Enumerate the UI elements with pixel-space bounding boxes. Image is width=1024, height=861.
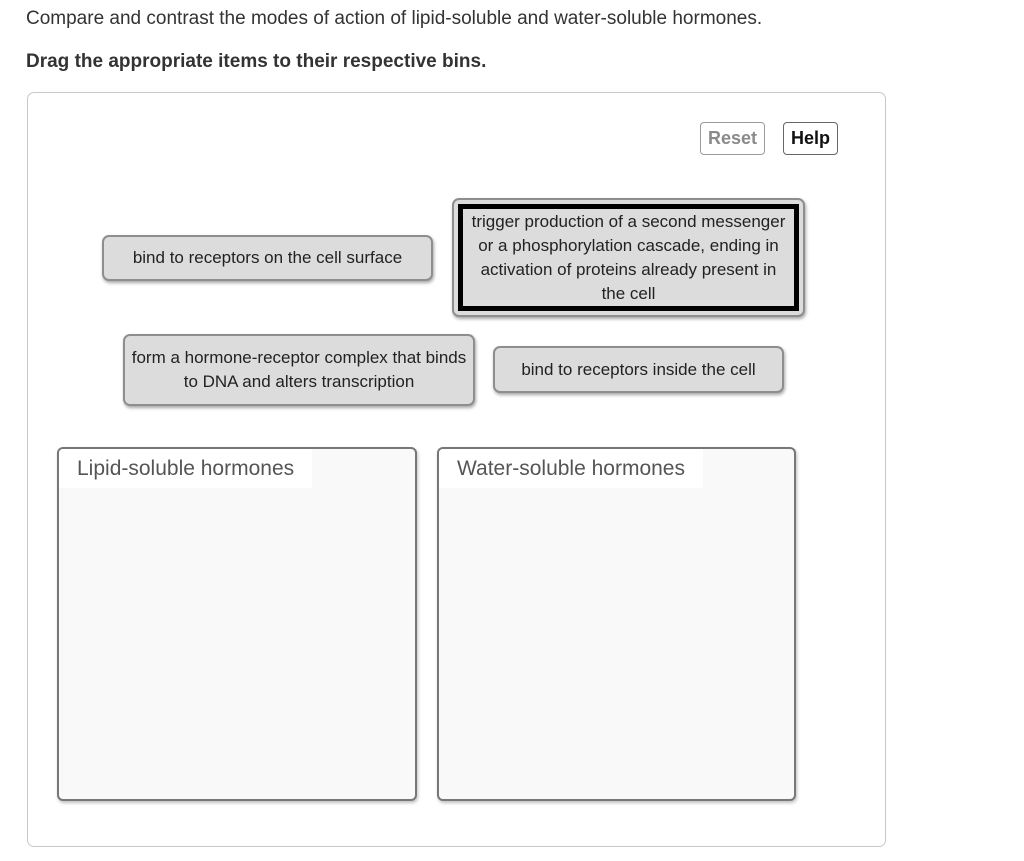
help-button[interactable]: Help: [783, 122, 838, 155]
item-label: form a hormone-receptor complex that binds to DNA and alters transcription: [131, 348, 467, 391]
item-label: bind to receptors inside the cell: [521, 359, 756, 379]
draggable-item-intracellular-receptors[interactable]: [493, 346, 784, 393]
bin-water-soluble[interactable]: [437, 447, 796, 801]
item-label: trigger production of a second messenger or a phosphorylation cascade, ending in activation of proteins already present in the cell: [471, 211, 786, 303]
question-text: Compare and contrast the modes of action of lipid-soluble and water-soluble hormones.: [26, 8, 763, 29]
instruction-text: Drag the appropriate items to their respective bins.: [26, 51, 487, 72]
draggable-item-second-messenger[interactable]: [452, 198, 805, 317]
draggable-item-hormone-receptor-complex[interactable]: [123, 334, 475, 406]
bin-lipid-soluble[interactable]: [57, 447, 417, 801]
item-label: bind to receptors on the cell surface: [132, 248, 403, 267]
bin-label-water: Water-soluble hormones: [439, 449, 703, 488]
reset-button[interactable]: Reset: [700, 122, 765, 155]
bin-label-lipid: Lipid-soluble hormones: [59, 449, 312, 488]
draggable-item-cell-surface-receptors[interactable]: [102, 235, 433, 281]
selection-outline: [458, 204, 799, 311]
